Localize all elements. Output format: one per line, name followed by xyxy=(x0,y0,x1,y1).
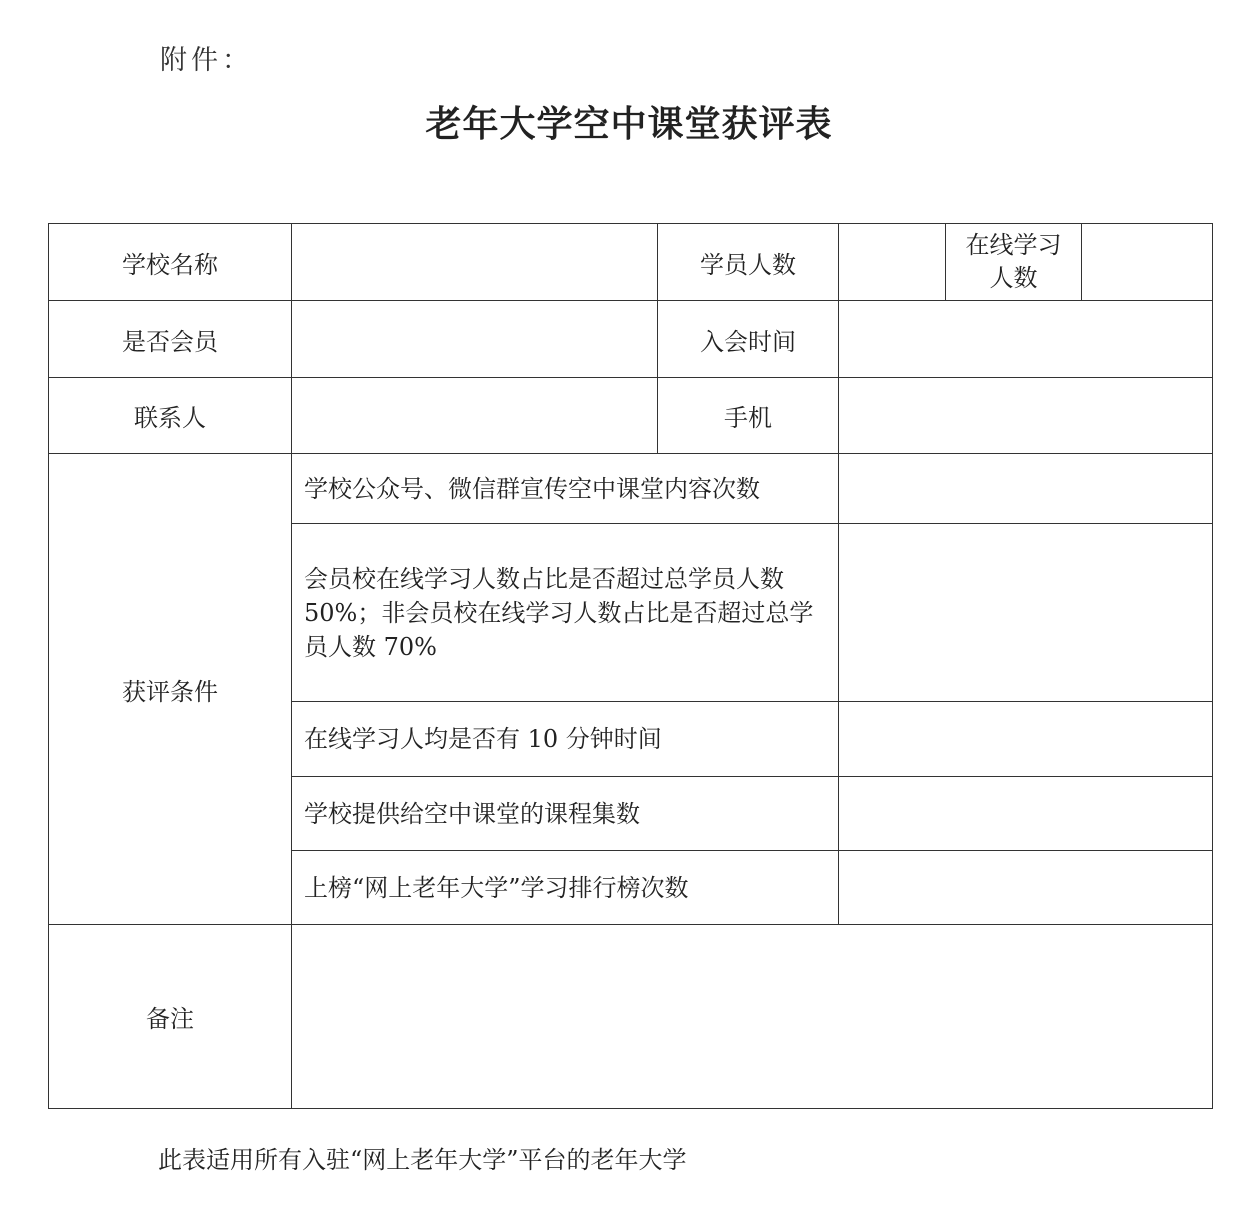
member-label: 是否会员 xyxy=(49,301,292,378)
online-count-label xyxy=(946,224,1082,301)
table-row xyxy=(49,925,1213,1109)
criterion-text: 学校公众号、微信群宣传空中课堂内容次数 xyxy=(292,454,839,524)
online-count-label-line2: 人数 xyxy=(989,264,1038,292)
criterion-text: 在线学习人均是否有 10 分钟时间 xyxy=(292,702,839,777)
contact-field[interactable] xyxy=(292,378,658,454)
student-count-label: 学员人数 xyxy=(658,224,839,301)
criterion-value-field[interactable] xyxy=(839,702,1213,777)
school-name-field[interactable] xyxy=(292,224,658,301)
criterion-value-field[interactable] xyxy=(839,851,1213,925)
attachment-label: 附件： xyxy=(160,45,253,76)
table-row xyxy=(49,454,1213,524)
phone-field[interactable] xyxy=(839,378,1213,454)
remarks-field[interactable] xyxy=(292,925,1213,1109)
join-time-label: 入会时间 xyxy=(658,301,839,378)
phone-label: 手机 xyxy=(658,378,839,454)
footnote: 此表适用所有入驻“网上老年大学”平台的老年大学 xyxy=(158,1146,687,1174)
criterion-value-field[interactable] xyxy=(839,454,1213,524)
school-name-label: 学校名称 xyxy=(49,224,292,301)
criterion-text: 会员校在线学习人数占比是否超过总学员人数50%；非会员校在线学习人数占比是否超过总学员人数 70% xyxy=(292,524,839,702)
student-count-field[interactable] xyxy=(839,224,946,301)
join-time-field[interactable] xyxy=(839,301,1213,378)
criterion-value-field[interactable] xyxy=(839,777,1213,851)
criterion-text: 上榜“网上老年大学”学习排行榜次数 xyxy=(292,851,839,925)
table-row xyxy=(49,301,1213,378)
table-row xyxy=(49,378,1213,454)
criterion-value-field[interactable] xyxy=(839,524,1213,702)
contact-label: 联系人 xyxy=(49,378,292,454)
remarks-label: 备注 xyxy=(49,925,292,1109)
member-field[interactable] xyxy=(292,301,658,378)
table-row xyxy=(49,224,1213,301)
online-count-label-line1: 在线学习 xyxy=(965,231,1062,259)
page-title: 老年大学空中课堂获评表 xyxy=(425,103,833,145)
evaluation-form-table xyxy=(48,223,1213,1109)
online-count-field[interactable] xyxy=(1082,224,1213,301)
criterion-text: 学校提供给空中课堂的课程集数 xyxy=(292,777,839,851)
criteria-label: 获评条件 xyxy=(49,454,292,925)
